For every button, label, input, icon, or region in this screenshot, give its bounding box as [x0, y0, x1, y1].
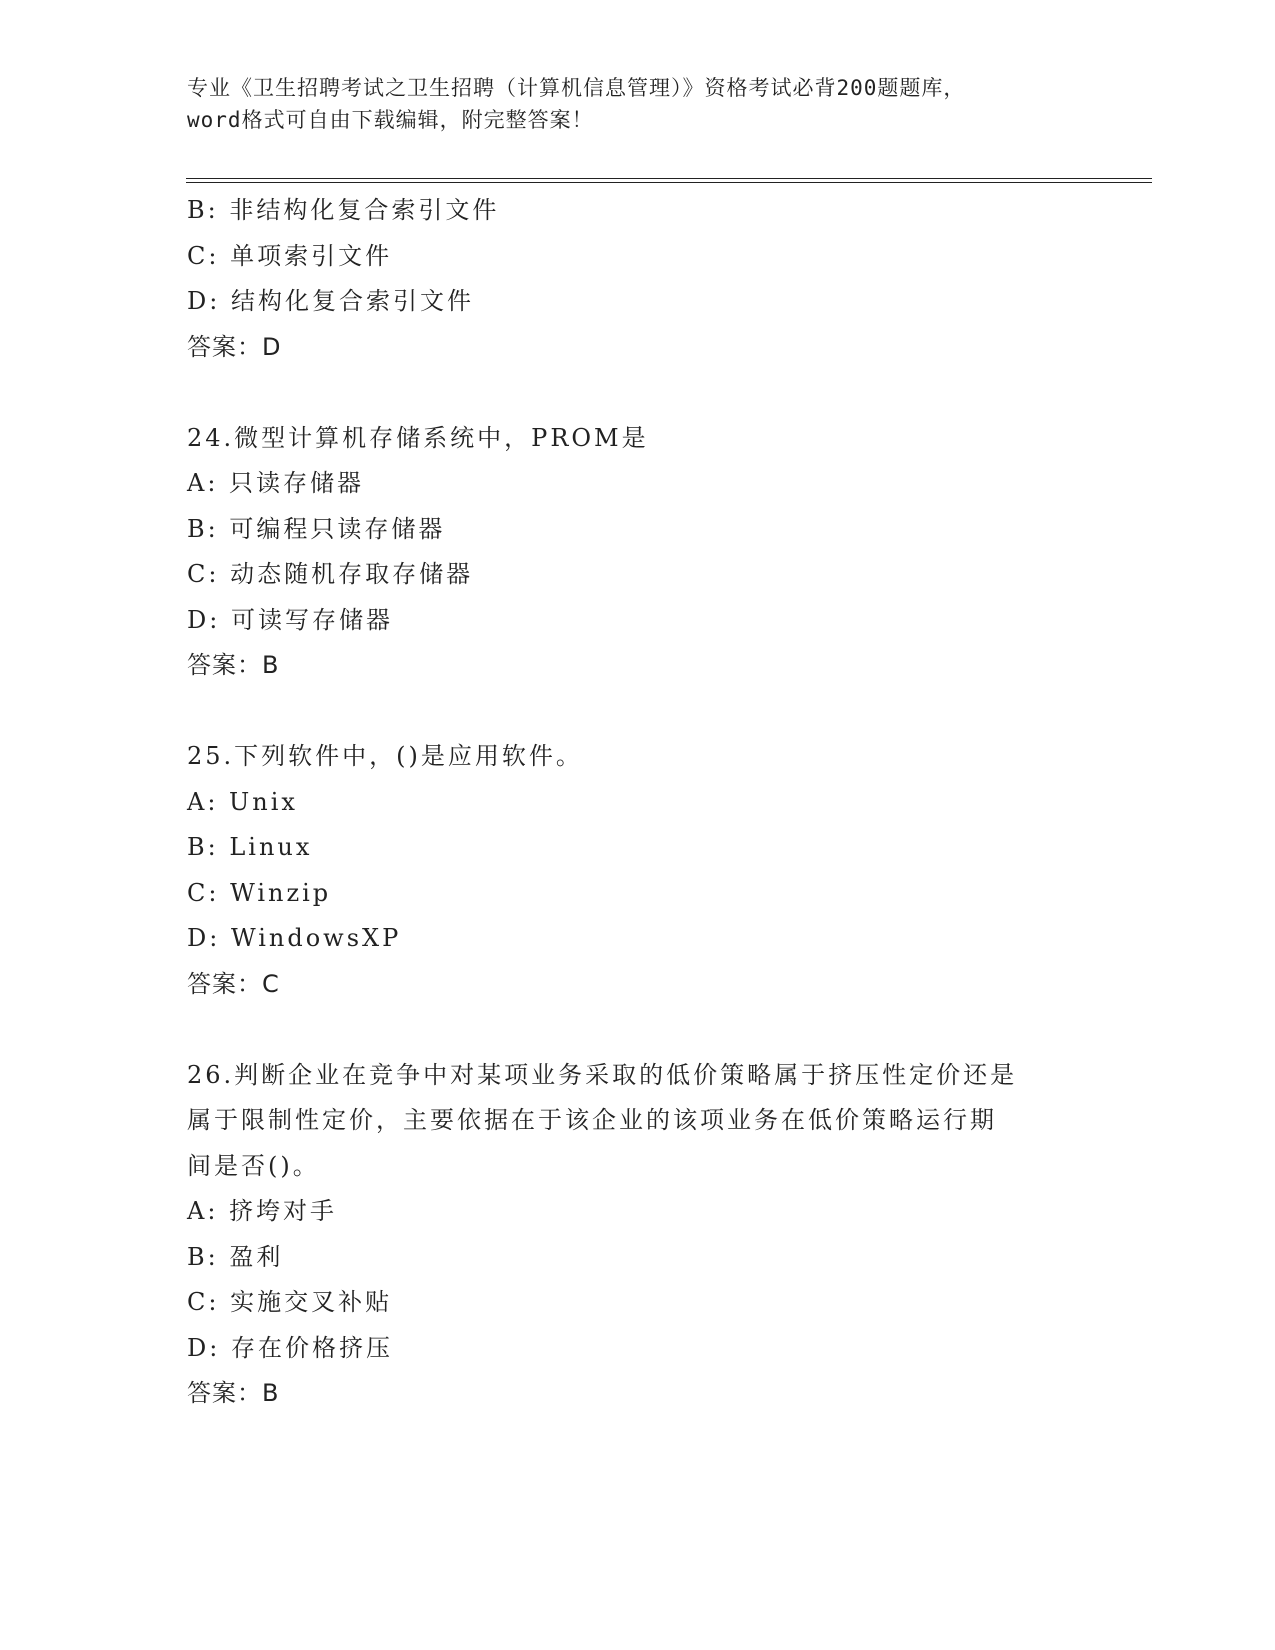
header-line-1: 专业《卫生招聘考试之卫生招聘（计算机信息管理）》资格考试必背200题题库， [187, 76, 966, 100]
document-header [187, 72, 1087, 136]
question-text: 25.下列软件中，()是应用软件。 [187, 742, 583, 770]
option-d: D: 可读写存储器 [187, 605, 393, 634]
option-c: C: 单项索引文件 [187, 241, 393, 270]
header-divider-top [186, 178, 1152, 179]
option-b: B: 盈利 [187, 1242, 284, 1271]
header-line-2: word格式可自由下载编辑，附完整答案！ [187, 108, 594, 132]
answer: 答案：C [187, 969, 280, 998]
question-list [187, 188, 1087, 1417]
question-23-tail [187, 188, 1087, 370]
question-text: 24.微型计算机存储系统中，PROM是 [187, 423, 649, 452]
option-a: A: 挤垮对手 [187, 1197, 338, 1225]
option-a: A: Unix [187, 787, 298, 816]
question-text-line-3: 间是否()。 [187, 1151, 320, 1180]
option-d: D: 存在价格挤压 [187, 1333, 393, 1362]
option-d: D: WindowsXP [187, 924, 402, 952]
option-c: C: Winzip [187, 878, 332, 907]
question-25 [187, 734, 1087, 1007]
option-c: C: 动态随机存取存储器 [187, 560, 474, 588]
answer: 答案：B [187, 651, 280, 679]
question-24 [187, 416, 1087, 689]
option-d: D: 结构化复合索引文件 [187, 287, 474, 315]
spacer [187, 370, 1087, 416]
header-divider-bottom [186, 182, 1152, 183]
answer: 答案：B [187, 1379, 280, 1407]
answer: 答案：D [187, 332, 282, 361]
spacer [187, 689, 1087, 735]
option-c: C: 实施交叉补贴 [187, 1288, 393, 1316]
option-b: B: Linux [187, 833, 313, 861]
option-b: B: 可编程只读存储器 [187, 514, 446, 543]
option-b: B: 非结构化复合索引文件 [187, 196, 500, 224]
spacer [187, 1007, 1087, 1053]
question-text-line-1: 26.判断企业在竞争中对某项业务采取的低价策略属于挤压性定价还是 [187, 1060, 1018, 1089]
question-26 [187, 1053, 1087, 1417]
option-a: A: 只读存储器 [187, 469, 365, 497]
question-text-line-2: 属于限制性定价，主要依据在于该企业的该项业务在低价策略运行期 [187, 1106, 997, 1134]
